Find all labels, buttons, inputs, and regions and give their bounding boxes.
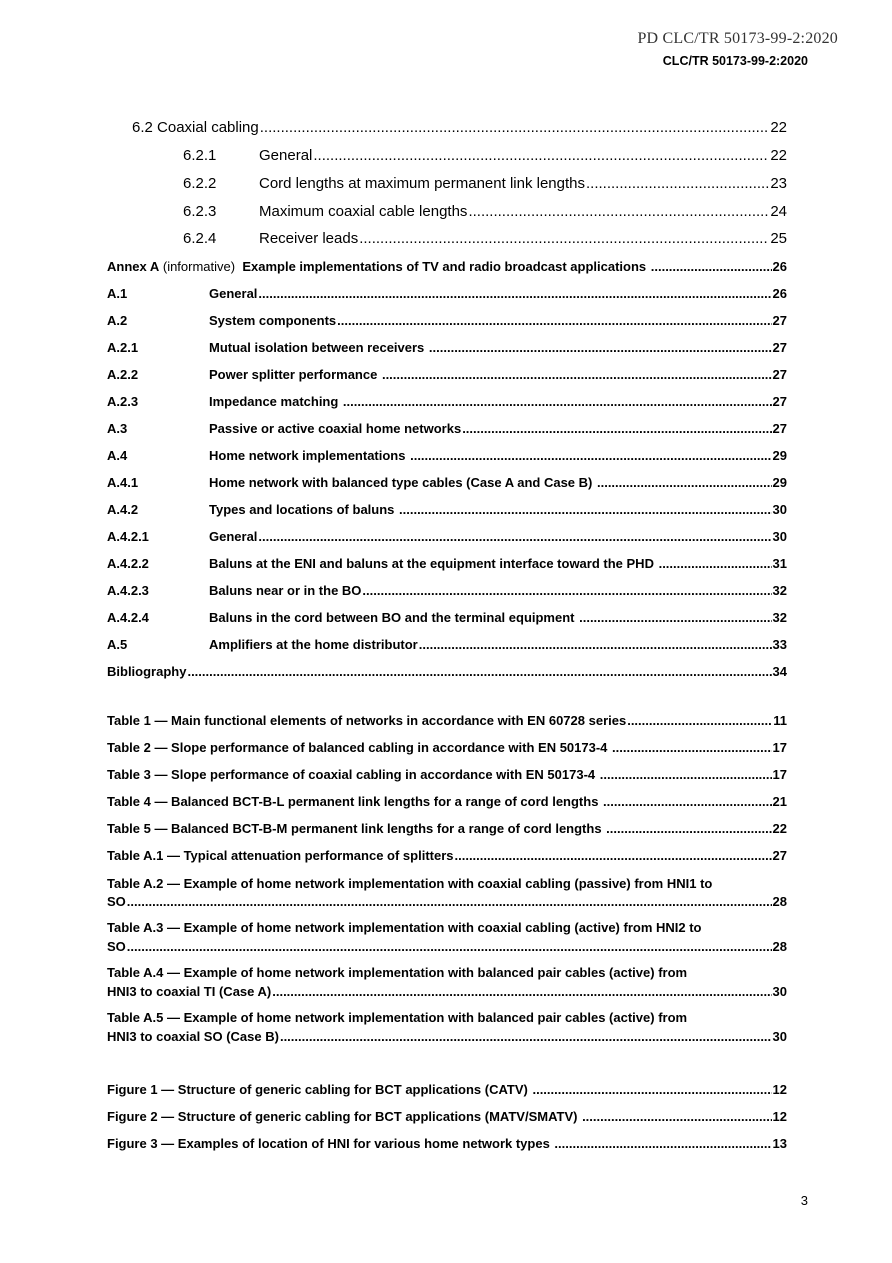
toc-entry-a-4-2-1[interactable] xyxy=(209,529,787,544)
toc-entry-page: 27 xyxy=(772,848,787,863)
toc-entry-number: 6.2.1 xyxy=(183,147,217,164)
toc-entry-a-2-2[interactable] xyxy=(209,367,787,382)
list-of-figures-entry-1[interactable] xyxy=(107,1082,787,1097)
dot-leader xyxy=(582,1109,771,1124)
dot-leader xyxy=(419,637,772,652)
toc-entry-page: 24 xyxy=(770,203,787,220)
dot-leader xyxy=(260,119,770,136)
toc-entry-number: 6.2.3 xyxy=(183,203,217,220)
list-of-tables-entry-a1[interactable] xyxy=(107,848,787,863)
toc-entry-title: Figure 2 — Structure of generic cabling for BCT applications (MATV/SMATV) xyxy=(107,1109,582,1124)
toc-entry-a-4-2-3[interactable] xyxy=(209,583,787,598)
toc-entry-6-2-1[interactable] xyxy=(259,147,787,164)
toc-entry-page: 12 xyxy=(772,1109,787,1124)
toc-entry-page: 12 xyxy=(772,1082,787,1097)
list-of-tables-entry-2[interactable] xyxy=(107,740,787,755)
toc-entry-number: A.4.2 xyxy=(107,502,139,517)
toc-entry-a-2[interactable] xyxy=(209,313,787,328)
list-of-tables-entry-a3-line1[interactable]: Table A.3 — Example of home network implementation with coaxial cabling (active) from HNI2 to xyxy=(107,920,702,935)
toc-entry-title: Table A.1 — Typical attenuation performance of splitters xyxy=(107,848,454,863)
toc-entry-page: 11 xyxy=(773,713,787,728)
dot-leader xyxy=(532,1082,771,1097)
toc-entry-page: 32 xyxy=(772,610,787,625)
toc-entry-page: 27 xyxy=(772,394,787,409)
toc-entry-annex-a[interactable] xyxy=(107,259,787,274)
list-of-figures-entry-3[interactable] xyxy=(107,1136,787,1151)
toc-entry-number: A.4.2.1 xyxy=(107,529,149,544)
page-number: 3 xyxy=(800,1193,808,1208)
toc-entry-number: A.4 xyxy=(107,448,128,463)
list-of-tables-entry-a5-line1[interactable]: Table A.5 — Example of home network implementation with balanced pair cables (active) from xyxy=(107,1010,688,1025)
dot-leader xyxy=(612,740,772,755)
toc-entry-title: Maximum coaxial cable lengths xyxy=(259,203,468,220)
toc-entry-number: A.1 xyxy=(107,286,128,301)
toc-entry-number: A.4.2.3 xyxy=(107,583,149,598)
toc-entry-title: Table 4 — Balanced BCT-B-L permanent link lengths for a range of cord lengths xyxy=(107,794,603,809)
list-of-tables-entry-a4[interactable] xyxy=(107,984,787,999)
toc-entry-page: 30 xyxy=(772,984,787,999)
toc-entry-number: A.2 xyxy=(107,313,128,328)
dot-leader xyxy=(603,794,771,809)
toc-entry-page: 34 xyxy=(772,664,787,679)
toc-entry-a-3[interactable] xyxy=(209,421,787,436)
dot-leader xyxy=(410,448,771,463)
toc-entry-6-2-2[interactable] xyxy=(259,175,787,192)
toc-entry-title-continued: HNI3 to coaxial SO (Case B) xyxy=(107,1029,279,1044)
toc-entry-number: A.5 xyxy=(107,637,128,652)
dot-leader xyxy=(272,984,771,999)
toc-entry-page: 31 xyxy=(772,556,787,571)
toc-entry-number: 6.2.2 xyxy=(183,175,217,192)
toc-entry-a-4-2[interactable] xyxy=(209,502,787,517)
dot-leader xyxy=(359,230,769,247)
toc-entry-6-2-3[interactable] xyxy=(259,203,787,220)
toc-entry-page: 29 xyxy=(772,475,787,490)
list-of-tables-entry-5[interactable] xyxy=(107,821,787,836)
toc-entry-page: 30 xyxy=(772,502,787,517)
toc-entry-title: Table 2 — Slope performance of balanced cabling in accordance with EN 50173-4 xyxy=(107,740,612,755)
toc-entry-title: Impedance matching xyxy=(209,394,342,409)
toc-entry-title: Baluns near or in the BO xyxy=(209,583,362,598)
dot-leader xyxy=(468,203,769,220)
dot-leader xyxy=(187,664,771,679)
dot-leader xyxy=(554,1136,771,1151)
toc-entry-page: 30 xyxy=(772,1029,787,1044)
toc-entry-title: General xyxy=(259,147,313,164)
toc-entry-page: 17 xyxy=(772,767,787,782)
toc-entry-title: Types and locations of baluns xyxy=(209,502,399,517)
toc-entry-title: Receiver leads xyxy=(259,230,359,247)
toc-entry-title-continued: HNI3 to coaxial TI (Case A) xyxy=(107,984,272,999)
toc-entry-number: A.2.2 xyxy=(107,367,139,382)
toc-entry-a-4[interactable] xyxy=(209,448,787,463)
toc-entry-number: A.2.3 xyxy=(107,394,139,409)
toc-entry-title-continued: SO xyxy=(107,894,126,909)
toc-entry-page: 27 xyxy=(772,421,787,436)
dot-leader xyxy=(127,894,772,909)
list-of-tables-entry-a4-line1[interactable]: Table A.4 — Example of home network implementation with balanced pair cables (active) from xyxy=(107,965,688,980)
annex-informative-note: (informative) xyxy=(159,259,239,274)
list-of-tables-entry-a2[interactable] xyxy=(107,894,787,909)
toc-entry-number: A.4.1 xyxy=(107,475,139,490)
toc-entry-page: 17 xyxy=(772,740,787,755)
toc-entry-title: Cord lengths at maximum permanent link lengths xyxy=(259,175,585,192)
toc-entry-page: 27 xyxy=(772,340,787,355)
toc-entry-title: Table 5 — Balanced BCT-B-M permanent link lengths for a range of cord lengths xyxy=(107,821,606,836)
toc-entry-a-4-1[interactable] xyxy=(209,475,787,490)
dot-leader xyxy=(362,583,771,598)
toc-entry-title: Figure 3 — Examples of location of HNI for various home network types xyxy=(107,1136,554,1151)
toc-entry-page: 30 xyxy=(772,529,787,544)
dot-leader xyxy=(382,367,772,382)
toc-entry-title: Table 3 — Slope performance of coaxial cabling in accordance with EN 50173-4 xyxy=(107,767,599,782)
toc-entry-6-2[interactable] xyxy=(132,119,787,136)
dot-leader xyxy=(600,767,772,782)
toc-entry-title: General xyxy=(209,286,258,301)
annex-label: Annex A xyxy=(107,259,160,274)
dot-leader xyxy=(258,529,771,544)
toc-entry-title: Baluns in the cord between BO and the terminal equipment xyxy=(209,610,579,625)
list-of-tables-entry-1[interactable] xyxy=(107,713,787,728)
toc-entry-page: 22 xyxy=(770,119,787,136)
document-id-subheader: CLC/TR 50173-99-2:2020 xyxy=(662,54,808,68)
toc-entry-title: Table 1 — Main functional elements of networks in accordance with EN 60728 series xyxy=(107,713,627,728)
dot-leader xyxy=(606,821,771,836)
toc-entry-a-2-1[interactable] xyxy=(209,340,787,355)
dot-leader xyxy=(337,313,771,328)
annex-title: Example implementations of TV and radio broadcast applications xyxy=(238,259,650,274)
toc-entry-page: 28 xyxy=(772,939,787,954)
toc-entry-title: Amplifiers at the home distributor xyxy=(209,637,418,652)
dot-leader xyxy=(399,502,772,517)
toc-entry-number: A.4.2.4 xyxy=(107,610,149,625)
list-of-tables-entry-a3[interactable] xyxy=(107,939,787,954)
toc-entry-page: 23 xyxy=(770,175,787,192)
toc-entry-6-2-4[interactable] xyxy=(259,230,787,247)
toc-entry-a-5[interactable] xyxy=(209,637,787,652)
toc-entry-page: 32 xyxy=(772,583,787,598)
list-of-tables-entry-a2-line1[interactable]: Table A.2 — Example of home network implementation with coaxial cabling (passive) from HNI1 to xyxy=(107,876,713,891)
dot-leader xyxy=(343,394,772,409)
toc-entry-a-4-2-2[interactable] xyxy=(209,556,787,571)
toc-entry-title-continued: SO xyxy=(107,939,126,954)
dot-leader xyxy=(280,1029,772,1044)
dot-leader xyxy=(455,848,772,863)
dot-leader xyxy=(597,475,772,490)
toc-entry-title: Figure 1 — Structure of generic cabling for BCT applications (CATV) xyxy=(107,1082,532,1097)
toc-entry-number: A.3 xyxy=(107,421,128,436)
toc-entry-bibliography[interactable] xyxy=(107,664,787,679)
dot-leader xyxy=(651,259,772,274)
dot-leader xyxy=(579,610,771,625)
toc-entry-number: 6.2.4 xyxy=(183,230,217,247)
dot-leader xyxy=(313,147,769,164)
toc-entry-title: Bibliography xyxy=(107,664,187,679)
toc-entry-title: System components xyxy=(209,313,337,328)
document-id-header: PD CLC/TR 50173-99-2:2020 xyxy=(637,30,838,47)
toc-entry-page: 21 xyxy=(772,794,787,809)
list-of-figures-entry-2[interactable] xyxy=(107,1109,787,1124)
toc-entry-title: Mutual isolation between receivers xyxy=(209,340,428,355)
toc-entry-number: A.2.1 xyxy=(107,340,139,355)
list-of-tables-entry-a5[interactable] xyxy=(107,1029,787,1044)
toc-entry-page: 29 xyxy=(772,448,787,463)
dot-leader xyxy=(429,340,772,355)
toc-entry-number: A.4.2.2 xyxy=(107,556,149,571)
toc-entry-title: Baluns at the ENI and baluns at the equipment interface toward the PHD xyxy=(209,556,658,571)
list-of-tables-entry-3[interactable] xyxy=(107,767,787,782)
toc-entry-page: 25 xyxy=(770,230,787,247)
dot-leader xyxy=(127,939,772,954)
dot-leader xyxy=(627,713,772,728)
toc-entry-a-1[interactable] xyxy=(209,286,787,301)
toc-entry-page: 26 xyxy=(772,286,787,301)
toc-entry-page: 27 xyxy=(772,313,787,328)
toc-entry-page: 13 xyxy=(772,1136,787,1151)
dot-leader xyxy=(659,556,772,571)
toc-entry-page: 27 xyxy=(772,367,787,382)
dot-leader xyxy=(258,286,771,301)
toc-entry-title: Power splitter performance xyxy=(209,367,381,382)
toc-entry-title: 6.2 Coaxial cabling xyxy=(132,119,259,136)
toc-entry-title: Home network implementations xyxy=(209,448,410,463)
toc-entry-a-4-2-4[interactable] xyxy=(209,610,787,625)
toc-entry-title: General xyxy=(209,529,258,544)
list-of-tables-entry-4[interactable] xyxy=(107,794,787,809)
toc-entry-page: 22 xyxy=(770,147,787,164)
toc-entry-page: 22 xyxy=(772,821,787,836)
dot-leader xyxy=(462,421,771,436)
dot-leader xyxy=(586,175,769,192)
toc-entry-title: Passive or active coaxial home networks xyxy=(209,421,462,436)
toc-entry-page: 28 xyxy=(772,894,787,909)
toc-entry-page: 26 xyxy=(772,259,787,274)
toc-entry-a-2-3[interactable] xyxy=(209,394,787,409)
toc-entry-title: Home network with balanced type cables (Case A and Case B) xyxy=(209,475,596,490)
toc-entry-page: 33 xyxy=(772,637,787,652)
